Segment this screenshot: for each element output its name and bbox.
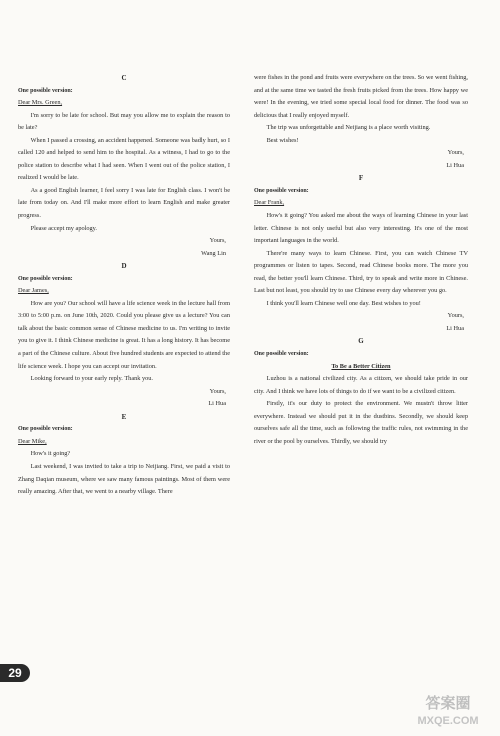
salutation: Dear Mrs. Green, bbox=[18, 99, 63, 107]
paragraph: Please accept my apology. bbox=[30, 224, 97, 232]
paragraph: Looking forward to your early reply. Thank you. bbox=[30, 375, 154, 383]
salutation: Dear Mike, bbox=[18, 437, 47, 445]
signoff-line: Li Hua bbox=[208, 400, 226, 408]
left-column bbox=[18, 72, 230, 499]
paragraph: I think you'll learn Chinese well one day. Best wishes to you! bbox=[266, 299, 421, 307]
paragraph: When I passed a crossing, an accident happened. Someone was badly hurt, so I called 120 and helped to send him to the hospital. As a witness, I had to go to the police station to describe what I had seen. When I went out of the police station, I realized I would be late. bbox=[18, 136, 230, 182]
signoff-line: Yours, bbox=[447, 312, 464, 320]
paragraph: Best wishes! bbox=[266, 136, 299, 144]
paragraph: I'm sorry to be late for school. But may you allow me to explain the reason to be late? bbox=[18, 111, 230, 132]
section-letter: E bbox=[121, 412, 127, 421]
watermark-line1: 答案圈 bbox=[425, 694, 471, 712]
paragraph: Last weekend, I was invited to take a trip to Neijiang. First, we paid a visit to Zhang Daqian museum, where we saw many famous paintings. Most of them were really amazing. After that, we went to a nearby village. There bbox=[18, 462, 230, 496]
version-label: One possible version: bbox=[18, 87, 73, 94]
paragraph: were fishes in the pond and fruits were everywhere on the trees. So we went fishing, and at the same time we tasted the fresh fruits picked from the trees. How happy we were! In the evening, we tried some special local food for dinner. The food was so delicious that I really enjoyed myself. bbox=[254, 74, 468, 119]
paragraph: How are you? Our school will have a life science week in the lecture hall from 3:00 to 5:00 p.m. on June 10th, 2020. Could you please give us a lecture? You can talk about the basic common sense of Chinese medicine to us. I'm writing to invite you to give it. I think Chinese medicine is great. It has a long history. It has become a part of the Chinese culture. About five hundred students are expected to attend the life science week. I hope you can accept our invitation. bbox=[18, 299, 230, 370]
version-label: One possible version: bbox=[254, 187, 309, 194]
signoff-line: Yours, bbox=[209, 237, 226, 245]
essay-title: To Be a Better Citizen bbox=[331, 362, 391, 370]
section-letter: F bbox=[358, 174, 364, 183]
signoff-line: Li Hua bbox=[446, 324, 464, 332]
signoff-line: Yours, bbox=[447, 149, 464, 157]
watermark-logo bbox=[402, 690, 494, 730]
signoff-line: Wang Lin bbox=[201, 249, 226, 257]
right-column bbox=[254, 72, 468, 448]
salutation: Dear Frank, bbox=[254, 199, 285, 207]
salutation: Dear James, bbox=[18, 287, 49, 295]
paragraph: How's it going? bbox=[30, 450, 71, 458]
watermark-line2: MXQE.COM bbox=[417, 715, 479, 727]
section-letter: D bbox=[121, 262, 127, 271]
paragraph: How's it going? You asked me about the ways of learning Chinese in your last letter. Chinese is not only useful but also very interesting. It's one of the most important languages in the world. bbox=[254, 212, 468, 245]
paragraph: The trip was unforgettable and Neijiang is a place worth visiting. bbox=[266, 124, 431, 132]
signoff-line: Yours, bbox=[209, 387, 226, 395]
section-letter: G bbox=[358, 337, 364, 346]
version-label: One possible version: bbox=[18, 275, 73, 282]
paragraph: There're many ways to learn Chinese. First, you can watch Chinese TV programmes or listen to tapes. Second, read Chinese books more. The more you read, the better you'll learn Chinese. Third, try to speak and write more in Chinese. Last but not least, you should try to use Chinese every day wherever you go. bbox=[254, 249, 468, 295]
version-label: One possible version: bbox=[254, 351, 309, 358]
section-letter: C bbox=[121, 74, 127, 82]
version-label: One possible version: bbox=[18, 426, 73, 433]
paragraph: Luzhou is a national civilized city. As a citizen, we should take pride in our city. And I think we have lots of things to do if we want to be a civilized citizen. bbox=[254, 375, 468, 395]
signoff-line: Li Hua bbox=[446, 161, 464, 169]
paragraph: As a good English learner, I feel sorry I was late for English class. I won't be late from today on. And I'll make more effort to learn English and make greater progress. bbox=[18, 186, 230, 220]
page-number: 29 bbox=[0, 664, 30, 682]
paragraph: Firstly, it's our duty to protect the environment. We mustn't throw litter everywhere. Instead we should put it in the dustbins. Secondly, we should keep ourselves safe all the time, such as following the traffic rules, not swimming in the river or the pool by ourselves. Thirdly, we should try bbox=[254, 400, 468, 445]
